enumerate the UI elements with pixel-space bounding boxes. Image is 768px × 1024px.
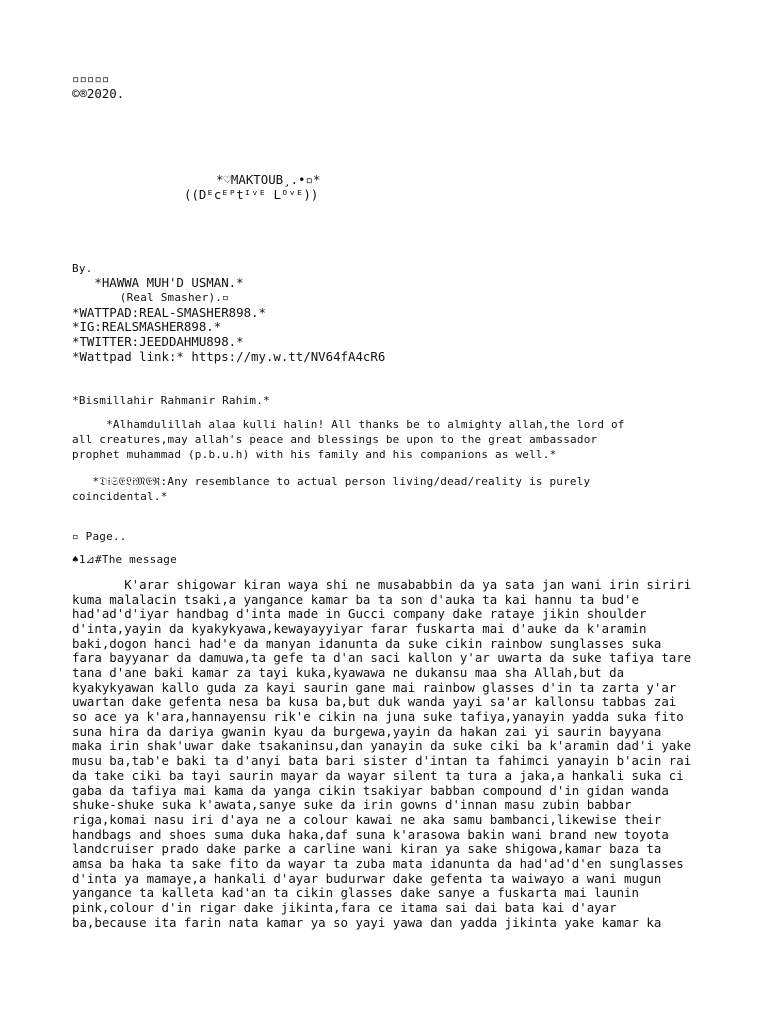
body-line: K'arar shigowar kiran waya shi ne musababbin da ya sata jan wani irin siriri	[72, 576, 692, 592]
author-wattpad: *WATTPAD:REAL-SMASHER898.*	[72, 304, 266, 320]
author-block	[72, 262, 702, 365]
body-line: uwartan dake gefenta nesa ba kusa ba,but duk wanda yayi sa'ar kallonsu tabbas zai	[72, 694, 677, 710]
body-line: yangance ta kalleta kad'an ta cikin glasses dake sanye a fuskarta mai launin	[72, 885, 639, 901]
body-line: gaba da tafiya mai kama da yanga cikin tsakiyar babban compound d'in gidan wanda	[72, 782, 669, 798]
author-ig: *IG:REALSMASHER898.*	[72, 319, 222, 335]
body-line: had'ad'd'iyar handbag d'inta made in Gucci company dake rataye jikin shoulder	[72, 606, 647, 622]
disclaimer-line: coincidental.*	[72, 490, 168, 504]
body-line: da take ciki ba tayi saurin mayar da wayar silent ta tura a jaka,a hankali suka ci	[72, 767, 684, 783]
author-name: *HAWWA MUH'D USMAN.*	[72, 275, 244, 291]
author-alias: (Real Smasher).▫	[72, 290, 229, 304]
bismillah-line: *Bismillahir Rahmanir Rahim.*	[72, 393, 270, 407]
body-line: d'inta,yayin da kyakykyawa,kewayayyiyar farar fuskarta mai d'auke da k'aramin	[72, 620, 647, 636]
body-line: landcruiser prado dake parke a carline wani kiran ya sake shigowa,kamar baza ta	[72, 841, 662, 857]
body-line: kuma malalacin tsaki,a yangance kamar ba ta son d'auka ta kai hannu ta bud'e	[72, 591, 639, 607]
body-line: kyakykyawan kallo guda za kayi saurin gane mai rainbow glasses d'in ta zarta y'ar	[72, 679, 677, 695]
dedication-line: prophet muhammad (p.b.u.h) with his family and his companions as well.*	[72, 447, 557, 461]
copyright-line: ©®2020.	[72, 85, 125, 101]
book-title: *♡MAKTOUB¸.•▫*	[216, 172, 321, 188]
document-page	[72, 72, 702, 930]
body-line: handbags and shoes suma duka haka,daf suna k'arasowa bakin wani brand new toyota	[72, 826, 669, 842]
body-line: so ace ya k'ara,hannayensu rik'e cikin na juna suke tafiya,yanayin yadda suka fito	[72, 709, 684, 725]
author-by: By.	[72, 261, 93, 275]
title-block	[72, 173, 702, 202]
body-line: suna hira da dariya gwanin kyau da burgewa,yayin da hakan zai yi saurin bayyana	[72, 723, 662, 739]
dedication-line: *Alhamdulillah alaa kulli halin! All thanks be to almighty allah,the lord of	[72, 418, 625, 432]
body-line: ba,because ita farin nata kamar ya so yayi yawa dan yadda jikinta yake kamar ka	[72, 914, 662, 930]
body-line: pink,colour d'in rigar dake jikinta,fara ce itama sai dai bata kai d'ayar	[72, 900, 617, 915]
header-boxes: ▫▫▫▫▫	[72, 71, 110, 86]
body-line: riga,komai nasu iri d'aya ne a colour kawai ne aka samu bambanci,likewise their	[72, 811, 662, 827]
chapter-heading: ♠1⊿#The message	[72, 553, 177, 567]
author-twitter: *TWITTER:JEEDDAHMU898.*	[72, 333, 244, 349]
dedication-paragraph	[72, 418, 702, 462]
dedication-line: all creatures,may allah's peace and blessings be upon to the great ambassador	[72, 433, 598, 447]
story-body	[72, 578, 702, 931]
body-line: d'inta ya mamaye,a hankali d'ayar budurwar dake gefenta ta waiwayo a wani mugun	[72, 870, 662, 886]
body-line: fara bayyanar da damuwa,ta gefe ta d'an saci kallon y'ar uwarta da suke tafiya tare	[72, 650, 692, 666]
body-line: shuke-shuke suka k'awata,sanye suke da irin gowns d'innan masu zubin babbar	[72, 797, 632, 813]
disclaimer-line: *𝔇𝔦𝔖𝔈𝔏𝔦𝔐𝔈ℜ:Any resemblance to actual person living/dead/reality is purely	[72, 475, 591, 489]
body-line: baki,dogon hanci had'e da manyan idanunta da suke cikin rainbow sunglasses suka	[72, 635, 662, 651]
body-line: tana d'ane baki kamar za tayi kuka,kyawawa ne dukansu maa sha Allah,but da	[72, 665, 625, 680]
body-line: maka irin shak'uwar dake tsakaninsu,dan yanayin da suke ciki ba k'aramin dad'i yake	[72, 738, 692, 754]
body-line: amsa ba haka ta sake fito da wayar ta zuba mata idanunta da had'ad'd'en sunglasses	[72, 855, 684, 871]
body-line: musu ba,tab'e baki ta d'anyi bata bari sister d'intan ta fahimci yanayin b'acin rai	[72, 753, 692, 769]
author-wattpad-link: *Wattpad link:* https://my.w.tt/NV64fA4cR6	[72, 348, 386, 364]
page-label: ▫ Page..	[72, 529, 127, 543]
disclaimer-paragraph	[72, 475, 702, 504]
book-subtitle: ((Dᴱcᴱᴾtᴵᵛᴱ Lᴼᵛᴱ))	[184, 187, 319, 203]
